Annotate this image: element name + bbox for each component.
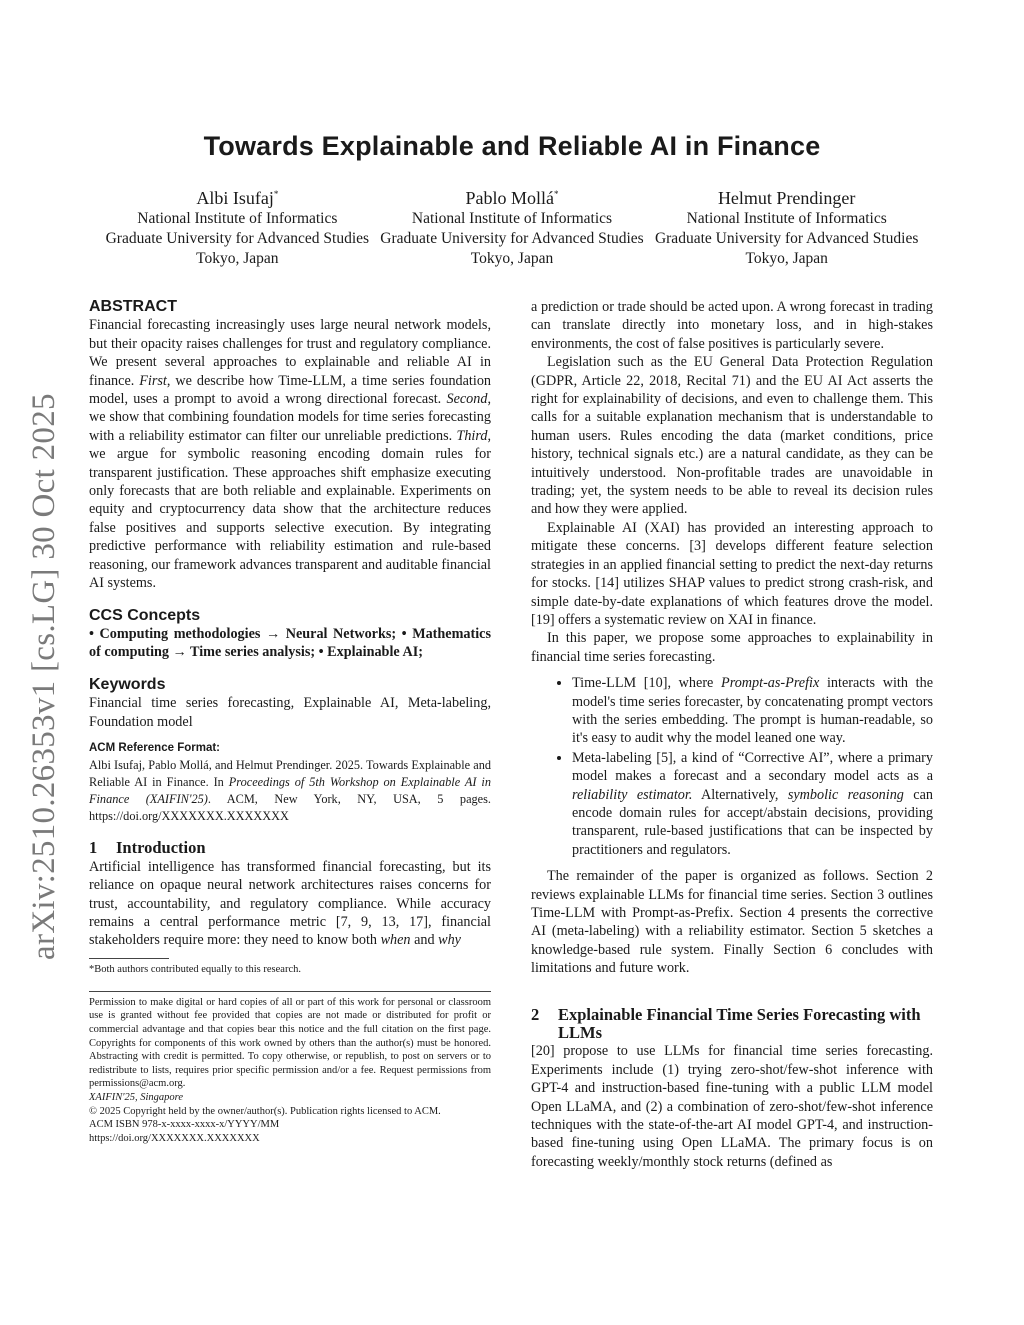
- acm-reference-text: Albi Isufaj, Pablo Mollá, and Helmut Prendinger. 2025. Towards Explainable and Reliable AI in Finance. In Proceedings of 5th Workshop on Explainable AI in Finance (XAIFIN'25). ACM, New York, NY, USA, 5 pages. https://doi.org/XXXXXXX.XXXXXXX: [89, 758, 492, 824]
- contribution-list: [531, 674, 933, 859]
- right-column: [531, 298, 933, 1171]
- paper-title: Towards Explainable and Reliable AI in Finance: [203, 131, 821, 161]
- author-affiliation: National Institute of Informatics: [411, 210, 613, 227]
- doi-link[interactable]: https://doi.org/XXXXXXX.XXXXXXX: [89, 1132, 260, 1144]
- equal-contribution-mark: *: [273, 189, 279, 199]
- introduction-paragraph: In this paper, we propose some approaches to explainability in financial time series forecasting.: [531, 630, 933, 665]
- arxiv-identifier: arXiv:2510.26353v1 [cs.LG] 30 Oct 2025: [26, 393, 62, 960]
- footnote: *Both authors contributed equally to this research.: [89, 963, 301, 975]
- author-affiliation: Graduate University for Advanced Studies: [105, 229, 370, 247]
- section-2-heading: 2 Explainable Financial Time Series Forecasting with LLMs: [531, 1004, 921, 1043]
- keywords-text: Financial time series forecasting, Explainable AI, Meta-labeling, Foundation model: [89, 695, 491, 730]
- introduction-paragraph: Artificial intelligence has transformed financial forecasting, but its reliance on opaque neural network architectures raises concerns for trust, accountability, and regulatory compliance. While accuracy remains a central performance metric [7, 9, 13, 17], financial stakeholders require more: they need to know both when and why: [89, 858, 491, 949]
- isbn: ACM ISBN 978-x-xxxx-xxxx-x/YYYY/MM: [89, 1119, 280, 1131]
- ccs-text: • Computing methodologies → Neural Networks; • Mathematics of computing → Time series analysis; • Explainable AI;: [89, 625, 491, 661]
- permission-divider: [89, 991, 491, 992]
- section-2-paragraph: [20] propose to use LLMs for financial time series forecasting. Experiments include (1) trying zero-shot/few-shot inference with GPT-4 and instruction-based fine-tuning with a public LLM model Open LLaMA, and (2) a combination of zero-shot/few-shot inference techniques with the state-of-the-art AI model GPT-4, and instruction-based fine-tuning using Open LLaMA. The primary focus is on forecasting weekly/monthly stock returns (defined as: [531, 1043, 933, 1170]
- author-location: Tokyo, Japan: [470, 249, 554, 267]
- author-block: [100, 183, 924, 268]
- keywords-heading: Keywords: [89, 675, 166, 693]
- author-name: Helmut Prendinger: [717, 188, 856, 208]
- author-affiliation: Graduate University for Advanced Studies: [654, 229, 919, 247]
- abstract-heading: ABSTRACT: [89, 298, 177, 315]
- author-name: Pablo Mollá: [465, 188, 554, 208]
- copyright-notice: © 2025 Copyright held by the owner/author(s). Publication rights licensed to ACM.: [89, 1105, 441, 1117]
- left-column: [89, 298, 491, 1145]
- author-affiliation: National Institute of Informatics: [686, 210, 887, 227]
- abstract-text: Financial forecasting increasingly uses large neural network models, but their opacity raises challenges for trust and regulatory compliance. We present several approaches to explainable and reliable AI in finance. First, we describe how Time-LLM, a time series foundation model, uses a prompt to avoid a wrong directional forecast. Second, we show that combining foundation models for time series forecasting with a reliability estimator can filter our unreliable predictions. Third, we argue for symbolic reasoning encoding domain rules for transparent justification. These approaches shift emphasize executing only forecasts that are both reliable and explainable. Experiments on equity and cryptocurrency data show that the architecture reduces false positives and supports selective execution. By integrating predictive performance with reliability estimation and rule-based reasoning, our framework advances transparent and auditable financial AI systems.: [89, 317, 492, 592]
- introduction-paragraph: Legislation such as the EU General Data Protection Regulation (GDPR, Article 22, 2018, Recital 71) and the EU AI Act asserts the right for explainability of decisions, and even to challenge them. This calls for a suitable explanation mechanism that is understandable to human users. Rules encoding the data (market conditions, price history, technical signals etc.) are a natural candidate, as they can be intuitively understood. Non-profitable trades are unavoidable in trading; yet, the system needs to be able to reveal its decision rules and how they were applied.: [531, 354, 933, 518]
- list-item: • Time-LLM [10], where Prompt-as-Prefix interacts with the model's time series forecaster, by concatenating prompt vectors with the series embedding. The prompt is human-readable, so it's easy to audit why the model leaned one way.: [572, 674, 933, 748]
- footnote-divider: [89, 958, 169, 959]
- conference-name: XAIFIN'25, Singapore: [89, 1091, 184, 1103]
- introduction-paragraph-cont: a prediction or trade should be acted upon. A wrong forecast in trading can translate directly into monetary loss, and in high-stakes environments, the cost of false positives is particularly severe.: [531, 299, 933, 352]
- author-location: Tokyo, Japan: [196, 249, 279, 267]
- list-item: • Meta-labeling [5], a kind of “Corrective AI”, where a primary model makes a forecast and a secondary model acts as a reliability estimator. Alternatively, symbolic reasoning can encode domain rules for accept/abstain decisions, providing transparent, rule-based justifications that can be inspected by practitioners and regulators.: [572, 749, 933, 859]
- author-location: Tokyo, Japan: [745, 249, 828, 267]
- author-3: [649, 183, 924, 268]
- introduction-paragraph: The remainder of the paper is organized as follows. Section 2 reviews explainable LLMs for financial time series. Section 3 outlines Time-LLM with Prompt-as-Prefix. Section 4 presents the corrective AI (meta-labeling) with a reliability estimator. Section 5 sketches a knowledge-based rule system. Finally Section 6 concludes with limitations and future work.: [531, 868, 933, 977]
- author-1: [100, 183, 375, 268]
- author-affiliation: National Institute of Informatics: [137, 210, 338, 227]
- equal-contribution-mark: *: [554, 189, 559, 199]
- author-2: [375, 183, 650, 268]
- author-affiliation: Graduate University for Advanced Studies: [380, 229, 644, 247]
- introduction-heading: 1 Introduction: [89, 838, 206, 858]
- author-name: Albi Isufaj: [196, 188, 274, 208]
- acm-reference-heading: ACM Reference Format:: [89, 741, 220, 754]
- introduction-paragraph: Explainable AI (XAI) has provided an interesting approach to mitigate these concerns. [3] develops different feature selection strategies in an applied financial setting to predict the next-day returns for stocks. [14] utilizes SHAP values to predict strong crash-risk, and simple date-by-date explanations of which features drove the model. [19] offers a systematic review on XAI in finance.: [531, 519, 933, 628]
- ccs-heading: CCS Concepts: [89, 606, 201, 624]
- permission-notice: Permission to make digital or hard copies of all or part of this work for personal or classroom use is granted without fee provided that copies are not made or distributed for profit or commercial advantage and that copies bear this notice and the full citation on the first page. Copyrights for components of this work owned by others than the author(s) must be honored. Abstracting with credit is permitted. To copy otherwise, or republish, to post on servers or to redistribute to lists, requires prior specific permission and/or a fee. Request permissions from permissions@acm.org.: [89, 996, 491, 1090]
